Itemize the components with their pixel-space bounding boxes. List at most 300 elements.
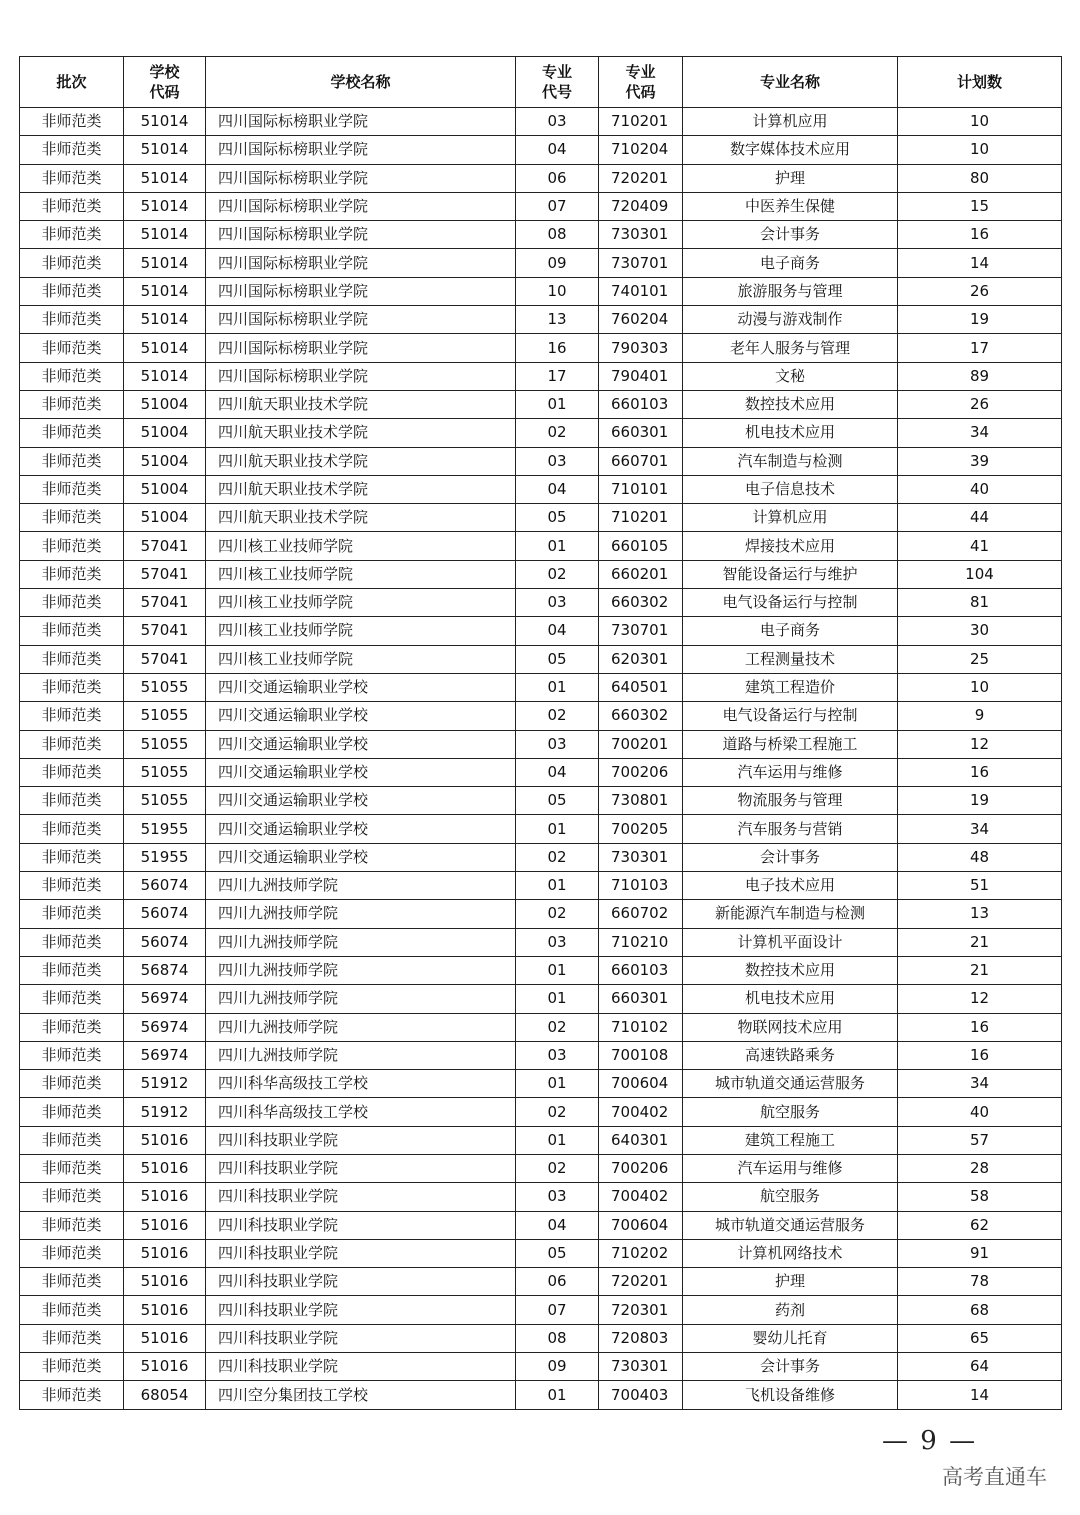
header-major-name: 专业名称 — [683, 57, 898, 108]
cell-major-no: 08 — [516, 1324, 599, 1352]
cell-school-code: 51014 — [124, 334, 206, 362]
cell-plan-count: 19 — [898, 306, 1062, 334]
cell-major-no: 02 — [516, 560, 599, 588]
table-row — [20, 1126, 1062, 1154]
cell-major-code: 720301 — [599, 1296, 683, 1324]
table-row — [20, 1041, 1062, 1069]
cell-school-name: 四川航天职业技术学院 — [206, 504, 516, 532]
cell-school-code: 51912 — [124, 1098, 206, 1126]
cell-plan-count: 30 — [898, 617, 1062, 645]
table-row — [20, 362, 1062, 390]
cell-major-code: 640301 — [599, 1126, 683, 1154]
cell-plan-count: 26 — [898, 277, 1062, 305]
cell-batch: 非师范类 — [20, 532, 124, 560]
cell-school-name: 四川科技职业学院 — [206, 1239, 516, 1267]
cell-batch: 非师范类 — [20, 334, 124, 362]
cell-major-name: 航空服务 — [683, 1183, 898, 1211]
cell-major-no: 05 — [516, 1239, 599, 1267]
cell-batch: 非师范类 — [20, 589, 124, 617]
table-row — [20, 872, 1062, 900]
cell-major-no: 03 — [516, 928, 599, 956]
cell-major-code: 710201 — [599, 108, 683, 136]
cell-major-code: 700604 — [599, 1211, 683, 1239]
cell-major-name: 计算机网络技术 — [683, 1239, 898, 1267]
cell-major-no: 10 — [516, 277, 599, 305]
cell-major-no: 03 — [516, 108, 599, 136]
cell-school-name: 四川核工业技师学院 — [206, 589, 516, 617]
cell-major-no: 03 — [516, 447, 599, 475]
cell-major-name: 数控技术应用 — [683, 956, 898, 984]
cell-plan-count: 21 — [898, 956, 1062, 984]
cell-major-name: 旅游服务与管理 — [683, 277, 898, 305]
cell-major-name: 工程测量技术 — [683, 645, 898, 673]
cell-batch: 非师范类 — [20, 673, 124, 701]
cell-batch: 非师范类 — [20, 136, 124, 164]
cell-school-name: 四川交通运输职业学校 — [206, 730, 516, 758]
cell-plan-count: 78 — [898, 1268, 1062, 1296]
enrollment-plan-table — [19, 56, 1062, 1410]
cell-plan-count: 10 — [898, 673, 1062, 701]
header-major-code-line2: 代码 — [625, 83, 656, 101]
cell-school-name: 四川交通运输职业学校 — [206, 673, 516, 701]
cell-plan-count: 80 — [898, 164, 1062, 192]
cell-major-no: 01 — [516, 956, 599, 984]
cell-school-code: 51912 — [124, 1070, 206, 1098]
cell-major-no: 02 — [516, 1013, 599, 1041]
cell-school-code: 51004 — [124, 504, 206, 532]
cell-major-name: 机电技术应用 — [683, 985, 898, 1013]
cell-major-name: 城市轨道交通运营服务 — [683, 1070, 898, 1098]
cell-major-code: 730301 — [599, 843, 683, 871]
cell-batch: 非师范类 — [20, 1070, 124, 1098]
cell-major-no: 02 — [516, 419, 599, 447]
cell-major-no: 03 — [516, 1041, 599, 1069]
cell-school-code: 57041 — [124, 645, 206, 673]
cell-major-code: 790303 — [599, 334, 683, 362]
cell-plan-count: 62 — [898, 1211, 1062, 1239]
cell-batch: 非师范类 — [20, 1211, 124, 1239]
cell-major-code: 760204 — [599, 306, 683, 334]
cell-plan-count: 13 — [898, 900, 1062, 928]
cell-major-name: 新能源汽车制造与检测 — [683, 900, 898, 928]
cell-batch: 非师范类 — [20, 362, 124, 390]
cell-plan-count: 91 — [898, 1239, 1062, 1267]
cell-school-code: 51055 — [124, 787, 206, 815]
cell-major-no: 04 — [516, 758, 599, 786]
cell-major-name: 老年人服务与管理 — [683, 334, 898, 362]
table-row — [20, 900, 1062, 928]
table-row — [20, 673, 1062, 701]
cell-major-name: 数字媒体技术应用 — [683, 136, 898, 164]
cell-major-name: 飞机设备维修 — [683, 1381, 898, 1409]
cell-school-code: 51016 — [124, 1126, 206, 1154]
table-row — [20, 1268, 1062, 1296]
cell-school-code: 57041 — [124, 560, 206, 588]
cell-major-no: 01 — [516, 985, 599, 1013]
cell-major-name: 城市轨道交通运营服务 — [683, 1211, 898, 1239]
cell-major-name: 机电技术应用 — [683, 419, 898, 447]
cell-batch: 非师范类 — [20, 1013, 124, 1041]
cell-batch: 非师范类 — [20, 1239, 124, 1267]
cell-school-name: 四川国际标榜职业学院 — [206, 136, 516, 164]
cell-major-code: 730301 — [599, 221, 683, 249]
cell-plan-count: 81 — [898, 589, 1062, 617]
cell-major-no: 01 — [516, 1070, 599, 1098]
cell-major-no: 03 — [516, 589, 599, 617]
cell-school-code: 51055 — [124, 673, 206, 701]
cell-major-name: 电子信息技术 — [683, 475, 898, 503]
cell-plan-count: 14 — [898, 249, 1062, 277]
cell-major-name: 婴幼儿托育 — [683, 1324, 898, 1352]
cell-plan-count: 16 — [898, 1013, 1062, 1041]
cell-batch: 非师范类 — [20, 1041, 124, 1069]
table-row — [20, 306, 1062, 334]
cell-major-code: 740101 — [599, 277, 683, 305]
cell-school-name: 四川科技职业学院 — [206, 1268, 516, 1296]
table-row — [20, 504, 1062, 532]
table-row — [20, 787, 1062, 815]
header-major-code-line1: 专业 — [625, 63, 656, 81]
cell-plan-count: 16 — [898, 758, 1062, 786]
table-row — [20, 645, 1062, 673]
cell-batch: 非师范类 — [20, 560, 124, 588]
cell-major-no: 17 — [516, 362, 599, 390]
cell-school-name: 四川国际标榜职业学院 — [206, 249, 516, 277]
cell-plan-count: 25 — [898, 645, 1062, 673]
header-school-code-line1: 学校 — [149, 63, 180, 81]
cell-major-code: 730801 — [599, 787, 683, 815]
cell-batch: 非师范类 — [20, 447, 124, 475]
header-major-no — [516, 57, 599, 108]
cell-batch: 非师范类 — [20, 306, 124, 334]
cell-major-no: 01 — [516, 872, 599, 900]
table-row — [20, 985, 1062, 1013]
header-batch: 批次 — [20, 57, 124, 108]
cell-major-code: 720803 — [599, 1324, 683, 1352]
cell-major-no: 02 — [516, 1154, 599, 1182]
cell-major-code: 640501 — [599, 673, 683, 701]
cell-major-no: 07 — [516, 1296, 599, 1324]
cell-school-name: 四川核工业技师学院 — [206, 560, 516, 588]
cell-school-name: 四川科华高级技工学校 — [206, 1098, 516, 1126]
cell-plan-count: 34 — [898, 419, 1062, 447]
cell-plan-count: 41 — [898, 532, 1062, 560]
cell-major-name: 计算机应用 — [683, 504, 898, 532]
cell-plan-count: 39 — [898, 447, 1062, 475]
cell-major-code: 710101 — [599, 475, 683, 503]
cell-major-name: 数控技术应用 — [683, 390, 898, 418]
table-row — [20, 1353, 1062, 1381]
cell-batch: 非师范类 — [20, 985, 124, 1013]
cell-school-code: 56074 — [124, 872, 206, 900]
cell-major-code: 700402 — [599, 1098, 683, 1126]
cell-plan-count: 26 — [898, 390, 1062, 418]
cell-school-name: 四川航天职业技术学院 — [206, 475, 516, 503]
cell-batch: 非师范类 — [20, 390, 124, 418]
cell-school-code: 51955 — [124, 843, 206, 871]
cell-school-name: 四川科技职业学院 — [206, 1324, 516, 1352]
header-plan-count: 计划数 — [898, 57, 1062, 108]
cell-school-code: 51014 — [124, 164, 206, 192]
cell-school-code: 51014 — [124, 108, 206, 136]
cell-school-name: 四川空分集团技工学校 — [206, 1381, 516, 1409]
cell-major-code: 710102 — [599, 1013, 683, 1041]
cell-major-no: 01 — [516, 1381, 599, 1409]
table-row — [20, 419, 1062, 447]
cell-school-name: 四川交通运输职业学校 — [206, 702, 516, 730]
cell-school-code: 51014 — [124, 277, 206, 305]
cell-major-no: 01 — [516, 1126, 599, 1154]
cell-batch: 非师范类 — [20, 617, 124, 645]
table-row — [20, 589, 1062, 617]
cell-major-code: 660701 — [599, 447, 683, 475]
cell-school-name: 四川航天职业技术学院 — [206, 419, 516, 447]
cell-batch: 非师范类 — [20, 1353, 124, 1381]
cell-school-code: 51014 — [124, 192, 206, 220]
cell-major-name: 电子商务 — [683, 617, 898, 645]
cell-school-code: 51004 — [124, 419, 206, 447]
cell-major-no: 02 — [516, 900, 599, 928]
table-row — [20, 956, 1062, 984]
cell-batch: 非师范类 — [20, 1183, 124, 1211]
cell-plan-count: 65 — [898, 1324, 1062, 1352]
cell-plan-count: 16 — [898, 1041, 1062, 1069]
page-number: — 9 — — [882, 1426, 978, 1456]
cell-major-code: 710210 — [599, 928, 683, 956]
cell-school-name: 四川国际标榜职业学院 — [206, 221, 516, 249]
cell-major-no: 16 — [516, 334, 599, 362]
cell-batch: 非师范类 — [20, 277, 124, 305]
table-row — [20, 136, 1062, 164]
cell-major-name: 汽车制造与检测 — [683, 447, 898, 475]
cell-plan-count: 15 — [898, 192, 1062, 220]
cell-school-name: 四川交通运输职业学校 — [206, 843, 516, 871]
cell-school-name: 四川核工业技师学院 — [206, 645, 516, 673]
table-row — [20, 617, 1062, 645]
cell-school-code: 56974 — [124, 1013, 206, 1041]
cell-batch: 非师范类 — [20, 1268, 124, 1296]
table-row — [20, 164, 1062, 192]
cell-plan-count: 14 — [898, 1381, 1062, 1409]
table-row — [20, 758, 1062, 786]
cell-school-code: 57041 — [124, 617, 206, 645]
header-row — [20, 57, 1062, 108]
cell-major-no: 05 — [516, 645, 599, 673]
cell-batch: 非师范类 — [20, 872, 124, 900]
cell-major-no: 03 — [516, 1183, 599, 1211]
table-body — [20, 108, 1062, 1410]
cell-major-name: 道路与桥梁工程施工 — [683, 730, 898, 758]
cell-school-name: 四川九洲技师学院 — [206, 956, 516, 984]
cell-school-name: 四川九洲技师学院 — [206, 900, 516, 928]
cell-plan-count: 68 — [898, 1296, 1062, 1324]
cell-major-code: 700205 — [599, 815, 683, 843]
header-major-no-line1: 专业 — [541, 63, 572, 81]
cell-major-name: 焊接技术应用 — [683, 532, 898, 560]
cell-school-name: 四川九洲技师学院 — [206, 928, 516, 956]
table-row — [20, 730, 1062, 758]
cell-batch: 非师范类 — [20, 928, 124, 956]
cell-school-code: 56074 — [124, 900, 206, 928]
header-school-code-line2: 代码 — [149, 83, 180, 101]
cell-major-name: 电气设备运行与控制 — [683, 702, 898, 730]
cell-major-code: 660702 — [599, 900, 683, 928]
table-row — [20, 192, 1062, 220]
cell-major-code: 790401 — [599, 362, 683, 390]
table-row — [20, 1070, 1062, 1098]
cell-school-code: 56074 — [124, 928, 206, 956]
table-row — [20, 1098, 1062, 1126]
cell-major-name: 智能设备运行与维护 — [683, 560, 898, 588]
cell-major-no: 01 — [516, 532, 599, 560]
cell-batch: 非师范类 — [20, 956, 124, 984]
cell-major-name: 汽车服务与营销 — [683, 815, 898, 843]
cell-major-code: 700604 — [599, 1070, 683, 1098]
cell-major-code: 710201 — [599, 504, 683, 532]
cell-major-code: 700201 — [599, 730, 683, 758]
cell-major-code: 660105 — [599, 532, 683, 560]
table-row — [20, 815, 1062, 843]
cell-batch: 非师范类 — [20, 1098, 124, 1126]
cell-plan-count: 44 — [898, 504, 1062, 532]
cell-school-name: 四川国际标榜职业学院 — [206, 306, 516, 334]
cell-major-code: 700108 — [599, 1041, 683, 1069]
cell-school-code: 51016 — [124, 1239, 206, 1267]
cell-major-name: 汽车运用与维修 — [683, 1154, 898, 1182]
cell-school-name: 四川国际标榜职业学院 — [206, 192, 516, 220]
cell-school-name: 四川科技职业学院 — [206, 1296, 516, 1324]
cell-major-no: 01 — [516, 815, 599, 843]
cell-school-code: 51004 — [124, 475, 206, 503]
cell-batch: 非师范类 — [20, 702, 124, 730]
watermark-text: 高考直通车 — [942, 1465, 1047, 1489]
table-row — [20, 1211, 1062, 1239]
cell-plan-count: 16 — [898, 221, 1062, 249]
cell-school-name: 四川国际标榜职业学院 — [206, 334, 516, 362]
cell-school-code: 56974 — [124, 1041, 206, 1069]
table-row — [20, 1154, 1062, 1182]
cell-school-code: 51014 — [124, 249, 206, 277]
table-row — [20, 1239, 1062, 1267]
table-row — [20, 843, 1062, 871]
cell-school-name: 四川航天职业技术学院 — [206, 447, 516, 475]
cell-major-code: 710103 — [599, 872, 683, 900]
cell-major-no: 02 — [516, 702, 599, 730]
table-row — [20, 277, 1062, 305]
cell-batch: 非师范类 — [20, 787, 124, 815]
table-row — [20, 1183, 1062, 1211]
cell-plan-count: 34 — [898, 815, 1062, 843]
cell-school-name: 四川九洲技师学院 — [206, 1041, 516, 1069]
cell-major-name: 计算机平面设计 — [683, 928, 898, 956]
cell-batch: 非师范类 — [20, 815, 124, 843]
cell-major-code: 660201 — [599, 560, 683, 588]
table-row — [20, 928, 1062, 956]
table-row — [20, 475, 1062, 503]
cell-batch: 非师范类 — [20, 900, 124, 928]
cell-major-name: 动漫与游戏制作 — [683, 306, 898, 334]
table-row — [20, 560, 1062, 588]
cell-plan-count: 48 — [898, 843, 1062, 871]
cell-plan-count: 51 — [898, 872, 1062, 900]
cell-batch: 非师范类 — [20, 758, 124, 786]
cell-major-name: 计算机应用 — [683, 108, 898, 136]
table-row — [20, 532, 1062, 560]
cell-school-name: 四川科技职业学院 — [206, 1183, 516, 1211]
cell-major-code: 700206 — [599, 758, 683, 786]
cell-major-code: 720201 — [599, 1268, 683, 1296]
cell-plan-count: 64 — [898, 1353, 1062, 1381]
cell-major-code: 660301 — [599, 419, 683, 447]
cell-major-name: 物联网技术应用 — [683, 1013, 898, 1041]
cell-batch: 非师范类 — [20, 843, 124, 871]
cell-batch: 非师范类 — [20, 419, 124, 447]
cell-plan-count: 28 — [898, 1154, 1062, 1182]
cell-major-no: 04 — [516, 136, 599, 164]
cell-major-name: 建筑工程造价 — [683, 673, 898, 701]
cell-batch: 非师范类 — [20, 1126, 124, 1154]
cell-major-code: 730701 — [599, 617, 683, 645]
cell-major-no: 05 — [516, 504, 599, 532]
cell-school-code: 56874 — [124, 956, 206, 984]
cell-school-name: 四川九洲技师学院 — [206, 985, 516, 1013]
cell-plan-count: 40 — [898, 1098, 1062, 1126]
table-row — [20, 1381, 1062, 1409]
cell-major-name: 汽车运用与维修 — [683, 758, 898, 786]
cell-batch: 非师范类 — [20, 730, 124, 758]
cell-school-name: 四川科技职业学院 — [206, 1126, 516, 1154]
cell-plan-count: 12 — [898, 730, 1062, 758]
cell-batch: 非师范类 — [20, 475, 124, 503]
cell-school-code: 68054 — [124, 1381, 206, 1409]
cell-major-code: 700206 — [599, 1154, 683, 1182]
cell-major-name: 建筑工程施工 — [683, 1126, 898, 1154]
cell-major-code: 620301 — [599, 645, 683, 673]
cell-school-code: 51014 — [124, 362, 206, 390]
cell-school-code: 51016 — [124, 1268, 206, 1296]
cell-major-no: 02 — [516, 843, 599, 871]
table-row — [20, 249, 1062, 277]
cell-school-code: 51055 — [124, 702, 206, 730]
cell-major-no: 07 — [516, 192, 599, 220]
cell-school-code: 51016 — [124, 1296, 206, 1324]
cell-major-code: 720201 — [599, 164, 683, 192]
cell-school-name: 四川核工业技师学院 — [206, 617, 516, 645]
cell-school-code: 51016 — [124, 1183, 206, 1211]
cell-batch: 非师范类 — [20, 504, 124, 532]
cell-school-code: 51055 — [124, 730, 206, 758]
cell-major-name: 护理 — [683, 1268, 898, 1296]
cell-major-name: 电气设备运行与控制 — [683, 589, 898, 617]
cell-school-code: 51016 — [124, 1211, 206, 1239]
header-school-code — [124, 57, 206, 108]
cell-batch: 非师范类 — [20, 1381, 124, 1409]
cell-major-name: 会计事务 — [683, 221, 898, 249]
cell-major-name: 中医养生保健 — [683, 192, 898, 220]
cell-school-name: 四川交通运输职业学校 — [206, 815, 516, 843]
table-row — [20, 334, 1062, 362]
cell-school-code: 51014 — [124, 221, 206, 249]
table-header — [20, 57, 1062, 108]
cell-school-code: 51004 — [124, 447, 206, 475]
cell-major-name: 航空服务 — [683, 1098, 898, 1126]
cell-major-no: 01 — [516, 390, 599, 418]
cell-major-no: 01 — [516, 673, 599, 701]
cell-plan-count: 10 — [898, 108, 1062, 136]
enrollment-plan-table-container — [19, 56, 1061, 1410]
cell-school-code: 51955 — [124, 815, 206, 843]
cell-school-code: 51055 — [124, 758, 206, 786]
